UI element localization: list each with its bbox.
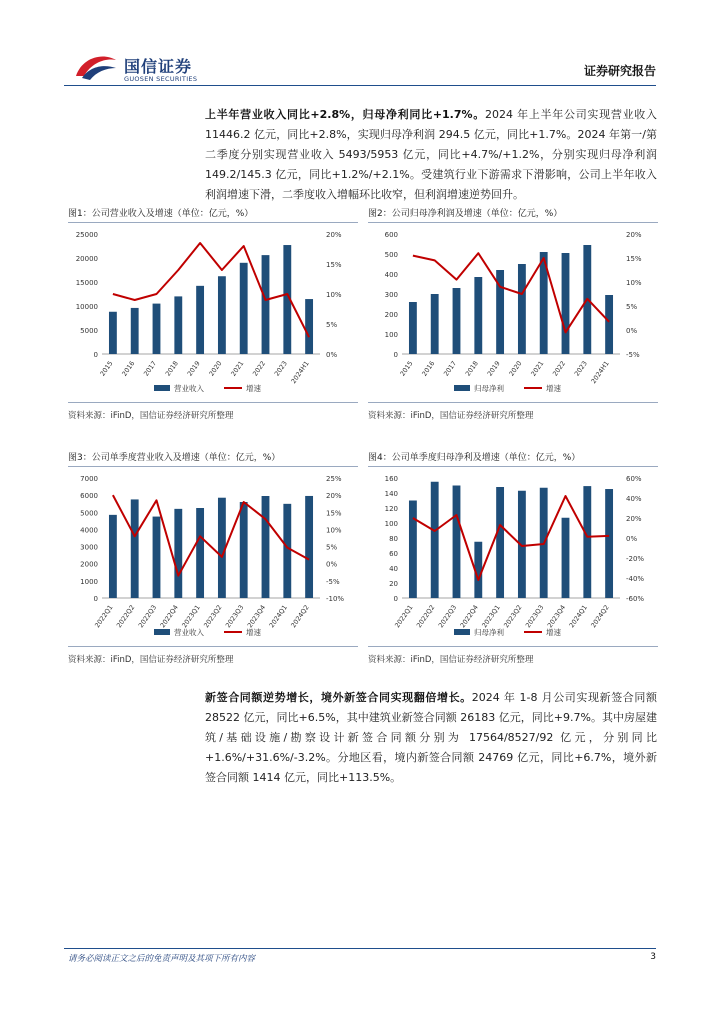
- paragraph-revenue-profit: [205, 105, 657, 205]
- bar: [496, 487, 504, 598]
- x-tick-label: 2022Q1: [93, 603, 115, 630]
- y-tick-label-right: 0%: [626, 535, 638, 543]
- figure-source: 资料来源：iFinD，国信证券经济研究所整理: [368, 411, 534, 421]
- paragraph-body: 2024 年上半年公司实现营业收入 11446.2 亿元，同比+2.8%，实现归母净利润 294.5 亿元，同比+1.7%。2024 年第一/第二季度分别实现营业收入 5493/5953 亿元，同比+4.7%/+1.2%，分别实现归母净利润 149.2/145.3 亿元，同比+1.2%/+2.1%。受建筑行业下游需求下滑影响，公司上半年收入利润增速下滑，二季度收入增幅环比收窄，但利润增速逆势回升。: [205, 108, 657, 201]
- legend-label: 增速: [246, 384, 261, 393]
- y-tick-label-left: 5000: [80, 327, 98, 335]
- bar: [583, 486, 591, 598]
- header-divider: [64, 85, 656, 86]
- figure-3: [68, 450, 358, 665]
- y-tick-label-left: 20000: [75, 255, 98, 263]
- y-tick-label-right: 5%: [326, 321, 338, 329]
- y-tick-label-right: -5%: [326, 577, 340, 586]
- legend-bar-swatch: [154, 385, 170, 391]
- y-tick-label-right: -60%: [626, 595, 645, 603]
- figure-source-rule: [68, 402, 358, 403]
- figure-title-rule: [368, 222, 658, 223]
- bar: [109, 312, 117, 354]
- x-tick-label: 2024Q1: [567, 603, 589, 630]
- bar: [305, 496, 313, 598]
- y-tick-label-left: 3000: [80, 543, 98, 552]
- y-tick-label-left: 1000: [80, 577, 98, 586]
- x-tick-label: 2022Q1: [393, 603, 415, 630]
- legend-label: 营业收入: [174, 384, 204, 393]
- y-tick-label-right: 20%: [626, 515, 642, 523]
- bar: [605, 295, 613, 354]
- legend-label: 增速: [546, 384, 561, 393]
- y-tick-label-left: 15000: [75, 279, 98, 287]
- x-tick-label: 2018: [463, 359, 480, 378]
- y-tick-label-right: -20%: [626, 555, 645, 563]
- bar: [283, 504, 291, 598]
- y-tick-label-left: 0: [393, 351, 398, 359]
- x-tick-label: 2021: [529, 359, 546, 378]
- y-tick-label-right: 40%: [626, 495, 642, 503]
- footer-divider: [64, 948, 656, 949]
- bar: [109, 515, 117, 598]
- y-tick-label-left: 80: [389, 535, 398, 543]
- x-tick-label: 2022Q2: [414, 603, 437, 630]
- y-tick-label-right: -5%: [626, 351, 640, 359]
- bar: [174, 509, 182, 598]
- bar: [196, 286, 204, 354]
- y-tick-label-right: 25%: [326, 475, 342, 483]
- figure-title: 图4：公司单季度归母净利及增速（单位：亿元，%）: [368, 453, 581, 463]
- growth-line: [113, 243, 309, 337]
- x-tick-label: 2015: [398, 359, 415, 378]
- figure-title: 图1：公司营业收入及增速（单位：亿元，%）: [68, 209, 254, 219]
- x-tick-label: 2023Q4: [245, 603, 268, 630]
- x-tick-label: 2016: [120, 359, 137, 378]
- bar: [518, 264, 526, 354]
- y-tick-label-right: 20%: [626, 231, 642, 239]
- y-tick-label-left: 600: [384, 231, 398, 239]
- paragraph-lead: 新签合同额逆势增长，境外新签合同实现翻倍增长。: [205, 691, 472, 704]
- x-tick-label: 2023Q4: [545, 603, 568, 630]
- figure-title-rule: [68, 466, 358, 467]
- y-tick-label-left: 0: [93, 351, 98, 359]
- y-tick-label-left: 25000: [75, 231, 98, 239]
- x-tick-label: 2022Q2: [114, 603, 137, 630]
- bar: [562, 518, 570, 598]
- x-tick-label: 2021: [229, 359, 246, 378]
- x-tick-label: 2023Q1: [180, 603, 202, 630]
- page-number: 3: [650, 952, 656, 962]
- bar: [131, 308, 139, 354]
- legend-bar-swatch: [454, 385, 470, 391]
- legend-bar-swatch: [454, 629, 470, 635]
- x-tick-label: 2022: [251, 359, 268, 378]
- bar: [131, 499, 139, 598]
- x-tick-label: 2018: [163, 359, 180, 378]
- y-tick-label-left: 140: [384, 490, 398, 498]
- y-tick-label-left: 7000: [80, 475, 98, 483]
- y-tick-label-right: 15%: [626, 255, 642, 263]
- x-tick-label: 2016: [420, 359, 437, 378]
- y-tick-label-left: 120: [384, 505, 398, 513]
- legend-label: 增速: [246, 628, 261, 637]
- guosen-logo: [72, 50, 222, 90]
- bar: [240, 263, 248, 354]
- y-tick-label-left: 2000: [80, 560, 98, 569]
- figure-source-rule: [68, 646, 358, 647]
- bar: [562, 253, 570, 354]
- figure-title-rule: [368, 466, 658, 467]
- x-tick-label: 2023Q2: [502, 603, 524, 630]
- x-tick-label: 2015: [98, 359, 115, 378]
- y-tick-label-right: -10%: [326, 595, 345, 603]
- legend-label: 归母净利: [474, 384, 504, 393]
- chart-quarterly-revenue: [68, 472, 358, 644]
- x-tick-label: 2019: [185, 359, 202, 378]
- y-tick-label-left: 20: [389, 580, 398, 588]
- x-tick-label: 2022Q3: [136, 603, 159, 630]
- growth-line: [413, 253, 609, 332]
- paragraph-new-contracts: [205, 688, 657, 788]
- y-tick-label-left: 60: [389, 550, 398, 558]
- footer-disclaimer: 请务必阅读正文之后的免责声明及其项下所有内容: [68, 954, 256, 964]
- figure-title-rule: [68, 222, 358, 223]
- x-tick-label: 2022: [551, 359, 568, 378]
- paragraph-body: 2024 年 1-8 月公司实现新签合同额 28522 亿元，同比+6.5%，其中建筑业新签合同额 26183 亿元，同比+9.7%。其中房屋建筑/基础设施/勘察设计新签合同额分别为 17564/8527/92 亿元，分别同比+1.6%/+31.6%/-3.2%。分地区看，境内新签合同额 24769 亿元，同比+6.7%，境外新签合同额 1414 亿元，同比+113.5%。: [205, 691, 657, 784]
- y-tick-label-left: 0: [393, 595, 398, 603]
- y-tick-label-left: 100: [384, 520, 398, 528]
- y-tick-label-right: 20%: [326, 231, 342, 239]
- x-tick-label: 2022Q4: [158, 603, 180, 630]
- y-tick-label-left: 4000: [80, 526, 98, 535]
- bar: [305, 299, 313, 354]
- figure-source-rule: [368, 402, 658, 403]
- chart-annual-net-profit: [368, 228, 658, 400]
- x-tick-label: 2023: [272, 359, 289, 378]
- x-tick-label: 2017: [442, 359, 459, 378]
- paragraph-lead: 上半年营业收入同比+2.8%，归母净利同比+1.7%。: [205, 108, 485, 121]
- bar: [262, 496, 270, 598]
- bar: [453, 486, 461, 599]
- bar: [153, 517, 161, 598]
- y-tick-label-right: 20%: [326, 492, 342, 501]
- bar: [431, 294, 439, 354]
- figure-source: 资料来源：iFinD，国信证券经济研究所整理: [68, 655, 234, 665]
- legend-bar-swatch: [154, 629, 170, 635]
- bar: [218, 276, 226, 354]
- figure-4: [368, 450, 658, 665]
- y-tick-label-right: 60%: [626, 475, 642, 483]
- x-tick-label: 2024H1: [589, 359, 611, 386]
- x-tick-label: 2024Q2: [289, 603, 311, 630]
- bar: [174, 296, 182, 354]
- bar: [605, 489, 613, 598]
- bar: [409, 501, 417, 599]
- chart-annual-revenue: [68, 228, 358, 400]
- growth-line: [413, 496, 609, 580]
- x-tick-label: 2022Q3: [436, 603, 459, 630]
- report-type-title: 证券研究报告: [583, 64, 656, 78]
- x-tick-label: 2024Q2: [589, 603, 611, 630]
- x-tick-label: 2022Q4: [458, 603, 480, 630]
- x-tick-label: 2024H1: [289, 359, 311, 386]
- logo-english-name: GUOSEN SECURITIES: [124, 75, 198, 83]
- x-tick-label: 2017: [142, 359, 159, 378]
- figure-2: [368, 206, 658, 421]
- legend-label: 归母净利: [474, 628, 504, 637]
- bar: [196, 508, 204, 598]
- x-tick-label: 2023Q3: [523, 603, 546, 630]
- bar: [453, 288, 461, 354]
- bar: [153, 304, 161, 354]
- y-tick-label-right: 15%: [326, 261, 342, 269]
- y-tick-label-left: 160: [384, 475, 398, 483]
- figure-source: 资料来源：iFinD，国信证券经济研究所整理: [368, 655, 534, 665]
- legend-label: 营业收入: [174, 628, 204, 637]
- y-tick-label-left: 10000: [75, 303, 98, 311]
- x-tick-label: 2020: [207, 359, 224, 378]
- legend-label: 增速: [546, 628, 561, 637]
- figure-title: 图2：公司归母净利润及增速（单位：亿元，%）: [368, 209, 563, 219]
- y-tick-label-right: -40%: [626, 575, 645, 583]
- bar: [409, 302, 417, 354]
- x-tick-label: 2019: [485, 359, 502, 378]
- y-tick-label-right: 0%: [326, 351, 338, 359]
- x-tick-label: 2023: [572, 359, 589, 378]
- x-tick-label: 2023Q1: [480, 603, 502, 630]
- bar: [240, 502, 248, 598]
- y-tick-label-right: 5%: [326, 543, 338, 552]
- guosen-logo-icon: [72, 50, 120, 82]
- y-tick-label-left: 400: [384, 271, 398, 279]
- figure-source: 资料来源：iFinD，国信证券经济研究所整理: [68, 411, 234, 421]
- figure-1: [68, 206, 358, 421]
- logo-chinese-name: 国信证券: [124, 57, 193, 76]
- x-tick-label: 2024Q1: [267, 603, 289, 630]
- y-tick-label-right: 0%: [626, 327, 638, 335]
- y-tick-label-right: 15%: [326, 509, 342, 518]
- bar: [474, 277, 482, 354]
- y-tick-label-right: 5%: [626, 303, 638, 311]
- bar: [262, 255, 270, 354]
- y-tick-label-left: 500: [384, 251, 398, 259]
- y-tick-label-left: 0: [93, 595, 98, 603]
- figure-title: 图3：公司单季度营业收入及增速（单位：亿元，%）: [68, 453, 281, 463]
- figure-source-rule: [368, 646, 658, 647]
- x-tick-label: 2023Q2: [202, 603, 224, 630]
- y-tick-label-right: 10%: [626, 279, 642, 287]
- y-tick-label-left: 200: [384, 311, 398, 319]
- y-tick-label-left: 40: [389, 565, 398, 573]
- y-tick-label-left: 5000: [80, 509, 98, 518]
- growth-line: [113, 495, 309, 576]
- y-tick-label-right: 10%: [326, 526, 342, 535]
- y-tick-label-left: 6000: [80, 492, 98, 501]
- y-tick-label-right: 0%: [326, 560, 338, 569]
- y-tick-label-right: 10%: [326, 291, 342, 299]
- x-tick-label: 2020: [507, 359, 524, 378]
- y-tick-label-left: 300: [384, 291, 398, 299]
- y-tick-label-left: 100: [384, 331, 398, 339]
- x-tick-label: 2023Q3: [223, 603, 246, 630]
- chart-quarterly-net-profit: [368, 472, 658, 644]
- bar: [431, 482, 439, 598]
